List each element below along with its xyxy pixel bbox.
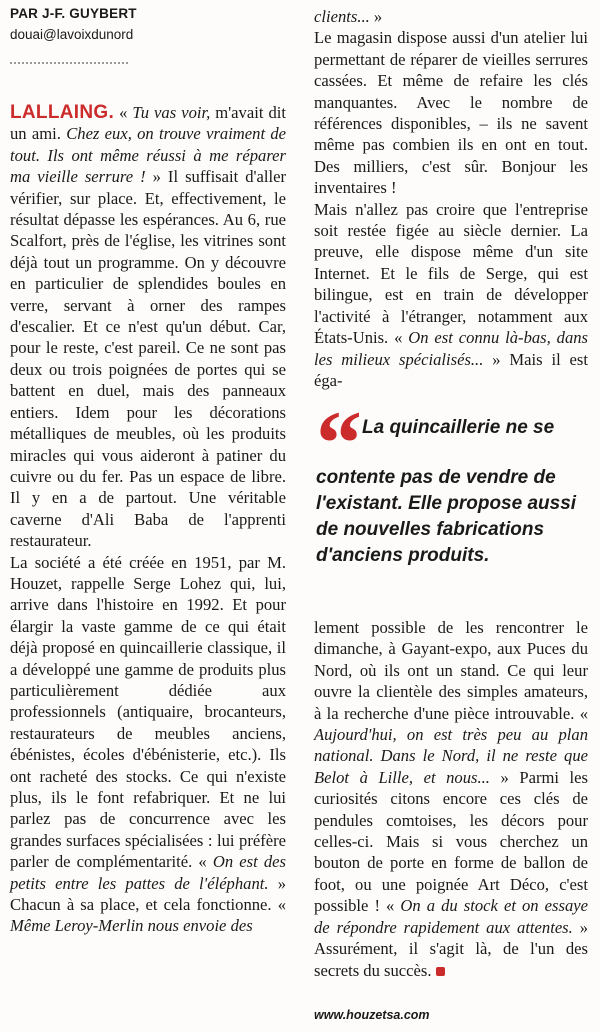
byline-divider: [10, 62, 128, 64]
pull-quote: [316, 392, 586, 569]
article-paragraph-1: [10, 102, 286, 552]
article-paragraph-6: [314, 617, 588, 981]
italic-quote-run: Même Leroy-Merlin nous envoie des: [10, 916, 253, 936]
paragraph-runs: [314, 28, 588, 197]
text-run: » Chacun à sa place, et cela fonctionne. «: [10, 873, 286, 915]
text-run: »: [369, 7, 383, 26]
article-paragraph-3: [314, 6, 588, 27]
text-run: Le magasin dispose aussi d'un atelier lui permettant de réparer de vieilles serrures cassées. Et même de refaire les clés manquantes. Avec le nombre de références disponibles, – ils ne savent même pas combien ils en ont en tout. Des milliers, c'est sûr. Bonjour les inventaires !: [314, 28, 588, 198]
paragraph-runs: [314, 618, 588, 980]
italic-quote-run: On est des petits entre les pattes de l'éléphant.: [10, 852, 286, 893]
article-column-right-top: [314, 6, 588, 391]
italic-quote-run: Chez eux, on trouve vraiment de tout. Ils ont même réussi à me réparer ma vieille serrure !: [10, 124, 287, 187]
text-run: » Mais il est éga-: [314, 349, 588, 390]
paragraph-runs: [10, 553, 286, 936]
text-run: » Assurément, il s'agit là, de l'un des secrets du succès.: [314, 917, 588, 980]
italic-quote-run: clients...: [314, 7, 370, 26]
end-mark-icon: [436, 967, 445, 976]
italic-quote-run: Aujourd'hui, on est très peu au plan national. Dans le Nord, il ne reste que Belot à Lille, et nous...: [314, 725, 588, 787]
italic-quote-run: On est connu là-bas, dans les milieux spécialisés...: [314, 328, 588, 369]
article-paragraph-5: [314, 199, 588, 392]
text-run: La société a été créée en 1951, par M. Houzet, rappelle Serge Lohez qui, lui, arrive dans l'histoire en 1992. Et pour élargir la vaste gamme de ce qui était déjà proposé en quincaillerie classique, il a développé une gamme de produits plus particulièrement dédiée aux professionnels (antiquaire, brocanteurs, restaurateurs de meubles anciens, ébénistes, écoles d'ébénisterie, etc.). Ils ont racheté des stocks. Ce qui n'existe plus, ils le font refabriquer. Et ne lui parlez pas de concurrence avec les grandes surfaces spécialisées : lui préfère parler de complémentarité. «: [10, 552, 286, 872]
paragraph-runs: [314, 200, 588, 390]
byline-email: douai@lavoixdunord: [10, 27, 134, 42]
website-link[interactable]: www.houzetsa.com: [314, 1008, 430, 1022]
article-column-right-bottom: [314, 617, 588, 981]
article-lead-word: LALLAING.: [10, 102, 115, 123]
pull-quote-text: La quincaillerie ne se contente pas de vendre de l'existant. Elle propose aussi de nouvelles fabrications d'anciens produits.: [316, 417, 577, 566]
quote-mark-icon: “: [316, 392, 358, 494]
article-column-left: [10, 102, 286, 937]
italic-quote-run: Tu vas voir,: [132, 103, 211, 122]
text-run: «: [114, 103, 133, 122]
text-run: » Il suffisait d'aller vérifier, sur place. Et, effectivement, le résultat dépasse les espérances. Au 6, rue Scalfort, près de l'église, les vitrines sont déjà tout un programme. On y découvre en particulier de splendides boules en verre, servant à orner des rampes d'escalier. Et ce n'est qu'un début. Car, pour le reste, c'est pareil. Ce ne sont pas deux ou trois poignées de portes qui se battent en duel, mais des panneaux entiers. Idem pour les décorations métalliques de meubles, où les produits miracles qui vous aideront à patiner du cuivre ou du fer. Pas un espace de libre. Il y en a de partout. Une véritable caverne d'Ali Baba de l'apprenti restaurateur.: [10, 167, 286, 551]
text-run: m'avait dit un ami.: [10, 103, 286, 144]
text-run: » Parmi les curiosités citons encore ces clés de pendules comtoises, les décors pour celles-ci. Mais si vous cherchez un bouton de porte en forme de ballon de foot, ou une poignée Art Déco, c'est possible ! «: [314, 767, 588, 916]
italic-quote-run: On a du stock et on essaye de répondre rapidement aux attentes.: [314, 896, 588, 937]
article-paragraph-2: [10, 552, 286, 937]
paragraph-runs: [314, 7, 382, 26]
article-paragraph-4: [314, 27, 588, 198]
paragraph-runs: [10, 103, 286, 550]
text-run: Mais n'allez pas croire que l'entreprise soit restée figée au siècle dernier. La preuve, elle dispose même d'un site Internet. Et le fils de Serge, qui est bilingue, est en train de développer l'activité à l'étranger, notamment aux États-Unis. «: [314, 199, 588, 348]
byline-author: PAR J-F. GUYBERT: [10, 6, 137, 21]
text-run: lement possible de les rencontrer le dimanche, à Gayant-expo, aux Puces du Nord, où ils ont un stand. Ce qui leur ouvre la clientèle des simples amateurs, à la recherche d'une pièce introuvable. «: [314, 618, 588, 723]
